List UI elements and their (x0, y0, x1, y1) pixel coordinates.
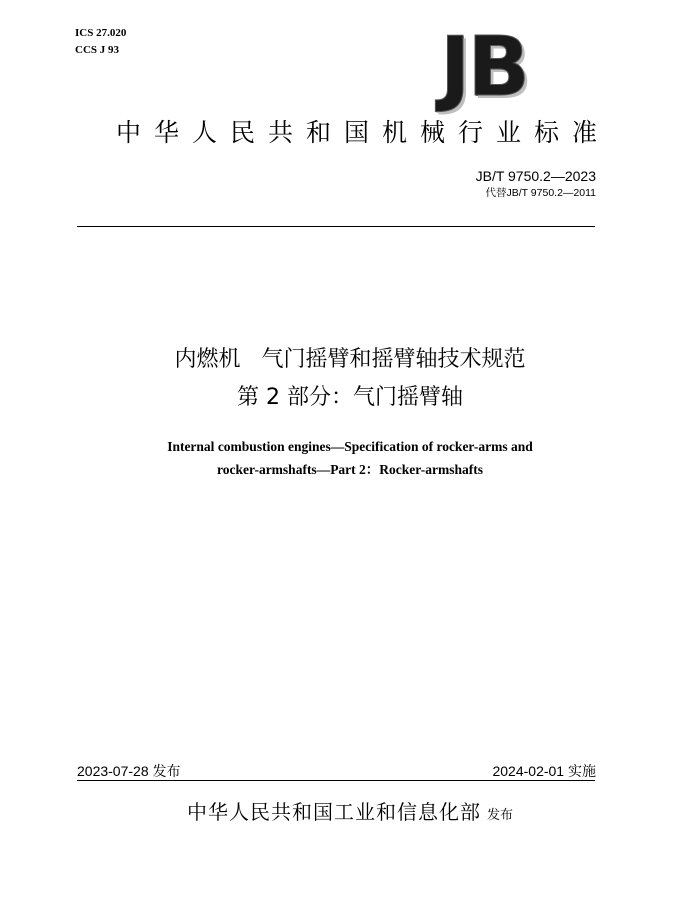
chinese-title-line-1: 内燃机 气门摇臂和摇臂轴技术规范 (174, 347, 526, 372)
issue-date: 2023-07-28 发布 (77, 763, 181, 779)
english-title-line-1: Internal combustion engines—Specification of rocker-arms and (167, 439, 533, 454)
bottom-divider (77, 780, 595, 781)
standard-number: JB/T 9750.2—2023 (475, 168, 596, 184)
publisher-name: 中华人民共和国工业和信息化部 (186, 800, 481, 824)
replaces-standard: 代替JB/T 9750.2—2011 (485, 187, 596, 199)
publisher (0, 798, 700, 830)
jb-logo: JB (440, 20, 528, 115)
top-divider (77, 226, 595, 227)
english-title-line-2: rocker-armshafts—Part 2：Rocker-armshafts (216, 462, 484, 477)
ics-code: ICS 27.020 (75, 27, 127, 39)
implementation-date: 2024-02-01 实施 (492, 763, 596, 779)
publisher-action: 发布 (486, 808, 513, 823)
ccs-code: CCS J 93 (75, 44, 120, 56)
industry-standard-title: 中华人民共和国机械行业标准 (115, 118, 610, 147)
chinese-title-line-2: 第 2 部分：气门摇臂轴 (237, 385, 463, 410)
